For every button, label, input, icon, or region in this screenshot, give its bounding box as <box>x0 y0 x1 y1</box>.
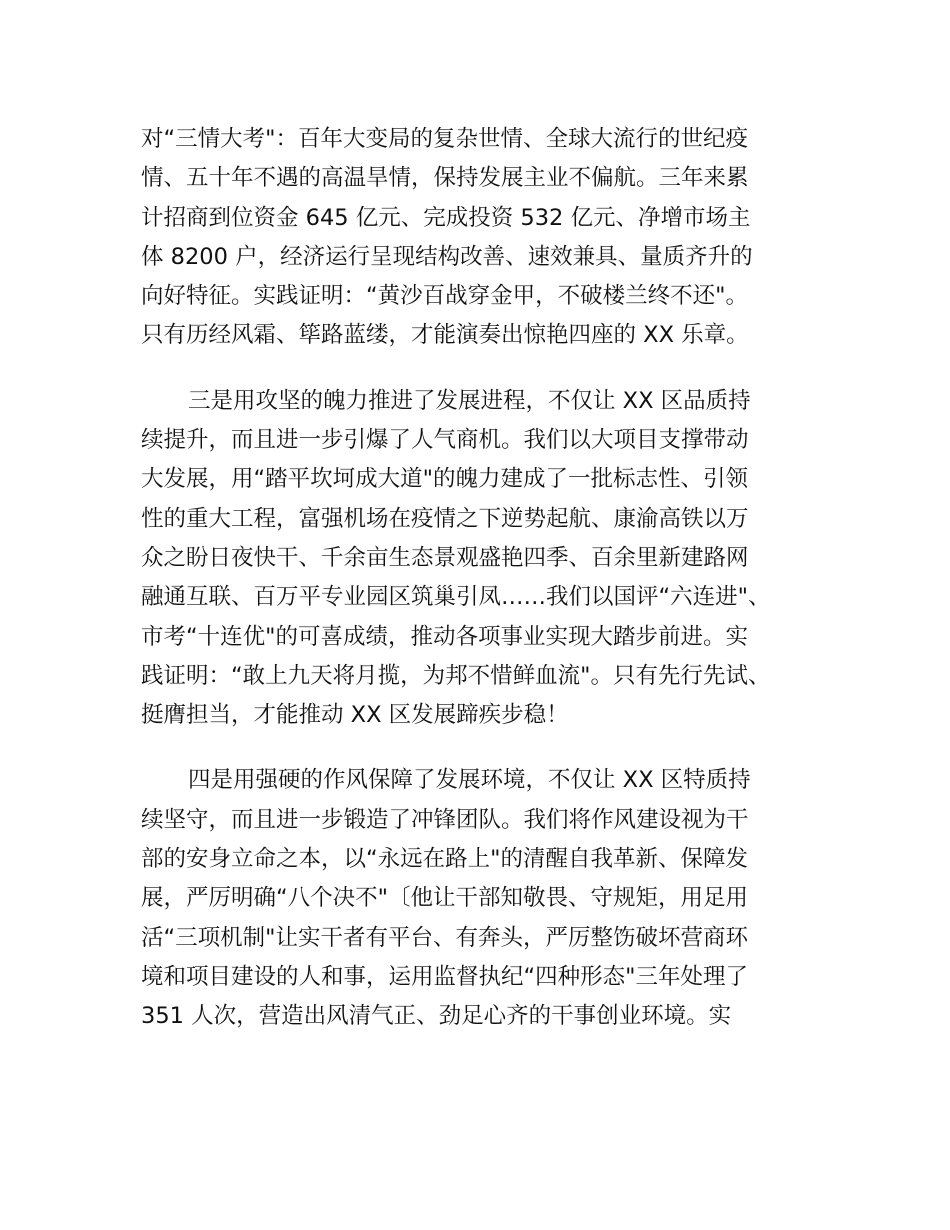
text-line: 情、五十年不遇的高温旱情，保持发展主业不偏航。三年来累 <box>141 165 749 192</box>
text-line: 展，严厉明确“八个决不"〔他让干部知敬畏、守规矩，用足用 <box>141 885 749 912</box>
text-line: 向好特征。实践证明：“黄沙百战穿金甲，不破楼兰终不还"。 <box>141 283 749 310</box>
text-line: 对“三情大考"：百年大变局的复杂世情、全球大流行的世纪疫 <box>141 126 749 152</box>
text-line: 性的重大工程，富强机场在疫情之下逆势起航、康渝高铁以万 <box>141 505 749 532</box>
text-line: 挺膺担当，才能推动 XX 区发展蹄疾步稳！ <box>141 702 569 729</box>
text-line: 市考“十连优"的可喜成绩，推动各项事业实现大踏步前进。实 <box>141 623 749 650</box>
paragraph-2 <box>141 382 841 736</box>
text-line: 践证明：“敢上九天将月揽，为邦不惜鲜血流"。只有先行先试、 <box>141 662 771 689</box>
text-line-first: 四是用强硬的作风保障了发展环境，不仅让 XX 区特质持 <box>188 767 751 794</box>
text-line: 只有历经风霜、筚路蓝缕，才能演奏出惊艳四座的 XX 乐章。 <box>141 322 749 349</box>
text-line: 续坚守，而且进一步锻造了冲锋团队。我们将作风建设视为干 <box>141 806 749 833</box>
text-line: 境和项目建设的人和事，运用监督执纪“四种形态"三年处理了 <box>141 963 749 990</box>
text-line: 融通互联、百万平专业园区筑巢引凤……我们以国评“六连进"、 <box>141 584 771 611</box>
text-line-first: 三是用攻坚的魄力推进了发展进程，不仅让 XX 区品质持 <box>188 387 751 414</box>
paragraph-3 <box>141 761 841 1036</box>
text-line: 大发展，用“踏平坎坷成大道"的魄力建成了一批标志性、引领 <box>141 466 749 493</box>
text-line: 续提升，而且进一步引爆了人气商机。我们以大项目支撑带动 <box>141 427 749 454</box>
document-body <box>141 120 841 1037</box>
text-line: 351 人次，营造出风清气正、劲足心齐的干事创业环境。实 <box>141 1003 732 1030</box>
text-line: 体 8200 户，经济运行呈现结构改善、速效兼具、量质齐升的 <box>141 243 753 270</box>
text-line: 众之盼日夜快干、千余亩生态景观盛艳四季、百余里新建路网 <box>141 544 749 571</box>
paragraph-1 <box>141 120 841 356</box>
text-line: 部的安身立命之本，以“永远在路上"的清醒自我革新、保障发 <box>141 846 749 873</box>
text-line: 计招商到位资金 645 亿元、完成投资 532 亿元、净增市场主 <box>141 204 751 231</box>
text-line: 活“三项机制"让实干者有平台、有奔头，严厉整饬破坏营商环 <box>141 924 749 951</box>
